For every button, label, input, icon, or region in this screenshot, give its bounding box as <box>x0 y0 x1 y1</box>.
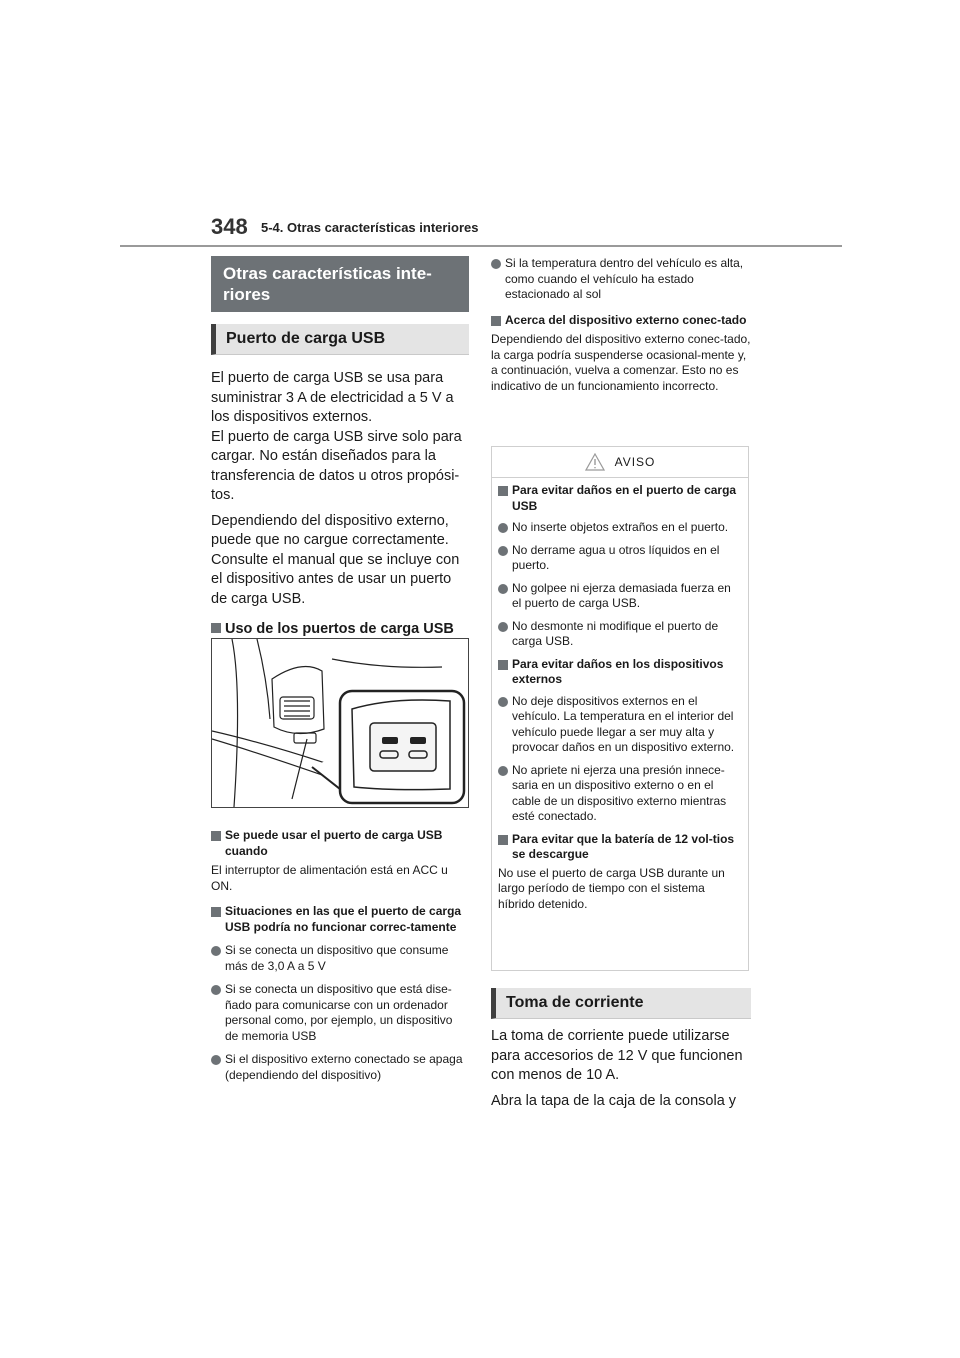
usb-port-illustration <box>211 638 469 808</box>
list-item-text: No golpee ni ejerza demasiada fuerza en el puerto de carga USB. <box>512 580 731 610</box>
use-heading-text: Uso de los puertos de carga USB <box>225 621 454 637</box>
situations-heading-text: Situaciones en las que el puerto de carga USB podría no funcionar correc-tamente <box>225 904 462 934</box>
list-item-text: No desmonte ni modifique el puerto de carga USB. <box>512 618 719 648</box>
when-text: El interruptor de alimentación está en ACC u ON. <box>211 863 448 893</box>
list-item-text: Si se conecta un dispositivo que está dise-ñado para comunicarse con un ordenador personal como, por ejemplo, un dispositivo de memoria USB <box>225 982 453 1043</box>
list-item <box>498 763 742 825</box>
list-item-text: No deje dispositivos externos en el vehículo. La temperatura en el interior del vehículo puede llegar a ser muy alta y provocar daños en un dispositivo externo. <box>512 693 735 754</box>
round-bullet-icon <box>498 766 508 776</box>
list-item-text: No inserte objetos extraños en el puerto. <box>512 520 729 534</box>
power-text-1: La toma de corriente puede utilizarse para accesorios de 12 V que funcionen con menos de 10 A. <box>491 1028 743 1083</box>
intro-paragraph-2: El puerto de carga USB sirve solo para cargar. No están diseñados para la transferencia de datos u otros propósi-tos. <box>211 428 462 503</box>
intro-paragraph-3: Dependiendo del dispositivo externo, puede que no cargue correctamente. Consulte el manual que se incluye con el dispositivo antes de usar un puerto de carga USB. <box>211 512 460 607</box>
notice-heading-text: Para evitar que la batería de 12 vol-tios se descargue <box>512 831 735 861</box>
usb-notes <box>211 828 469 1083</box>
left-column <box>211 256 469 1082</box>
warning-triangle-icon <box>585 453 605 471</box>
use-heading <box>211 620 469 640</box>
round-bullet-icon <box>498 622 508 632</box>
square-bullet-icon <box>211 623 221 633</box>
section-title: 5-4. Otras características interiores <box>261 220 479 235</box>
console-usb-drawing <box>212 639 468 807</box>
notice-heading-text: Para evitar daños en los dispositivos externos <box>512 656 724 686</box>
power-section <box>491 988 751 1111</box>
square-bullet-icon <box>498 660 508 670</box>
list-item <box>498 581 742 612</box>
square-bullet-icon <box>498 486 508 496</box>
header-rule <box>120 245 842 247</box>
external-heading-text: Acerca del dispositivo externo conec-tado <box>505 312 747 327</box>
page-number: 348 <box>211 214 248 239</box>
notice-body <box>492 478 748 912</box>
notice-box <box>491 446 749 971</box>
round-bullet-icon <box>211 985 221 995</box>
round-bullet-icon <box>498 523 508 533</box>
round-bullet-icon <box>498 697 508 707</box>
when-heading <box>211 828 469 859</box>
external-heading <box>491 313 751 329</box>
intro-paragraph-1: El puerto de carga USB se usa para suministrar 3 A de electricidad a 5 V a los dispositivos externos. <box>211 370 454 425</box>
notice-text: No use el puerto de carga USB durante un largo período de tiempo con el sistema híbrido detenido. <box>498 865 725 911</box>
list-item <box>498 543 742 574</box>
square-bullet-icon <box>491 316 501 326</box>
list-item <box>498 619 742 650</box>
notice-title: AVISO <box>614 455 656 469</box>
square-bullet-icon <box>211 831 221 841</box>
when-heading-text: Se puede usar el puerto de carga USB cuando <box>225 828 443 858</box>
chapter-banner: Otras características inte-riores <box>211 256 469 312</box>
round-bullet-icon <box>491 259 501 269</box>
right-column <box>491 256 751 1109</box>
section-banner: Puerto de carga USB <box>211 324 469 355</box>
list-item-text: No derrame agua u otros líquidos en el puerto. <box>512 542 720 572</box>
notice-heading-text: Para evitar daños en el puerto de carga USB <box>512 483 737 513</box>
notice-heading-3 <box>498 832 742 863</box>
situations-heading <box>211 904 469 935</box>
list-item-text: Si la temperatura dentro del vehículo es alta, como cuando el vehículo ha estado estacionado al sol <box>505 256 744 301</box>
round-bullet-icon <box>211 1055 221 1065</box>
notice-heading-2 <box>498 657 742 688</box>
notice-heading-1 <box>498 483 742 514</box>
list-item <box>211 1052 469 1083</box>
list-item <box>498 520 742 536</box>
list-item <box>491 256 751 303</box>
list-item-text: Si el dispositivo externo conectado se apaga (dependiendo del dispositivo) <box>225 1052 463 1082</box>
power-text-2: Abra la tapa de la caja de la consola y <box>491 1092 737 1109</box>
power-banner: Toma de corriente <box>491 988 751 1019</box>
round-bullet-icon <box>498 584 508 594</box>
notice-header <box>492 447 748 478</box>
list-item-text: Si se conecta un dispositivo que consume más de 3,0 A a 5 V <box>225 943 449 973</box>
square-bullet-icon <box>211 907 221 917</box>
list-item <box>498 694 742 756</box>
list-item <box>211 943 469 974</box>
round-bullet-icon <box>211 946 221 956</box>
list-item-text: No apriete ni ejerza una presión innece-saria en un dispositivo externo o en el cable de un dispositivo externo mientras esté conectado. <box>512 762 727 823</box>
list-item <box>211 982 469 1044</box>
external-text: Dependiendo del dispositivo externo conec-tado, la carga podría suspenderse ocasional-mente y, a continuación, vuelva a comenzar. Esto no es indicativo de un funcionamiento incorrecto. <box>491 332 751 393</box>
square-bullet-icon <box>498 835 508 845</box>
round-bullet-icon <box>498 546 508 556</box>
